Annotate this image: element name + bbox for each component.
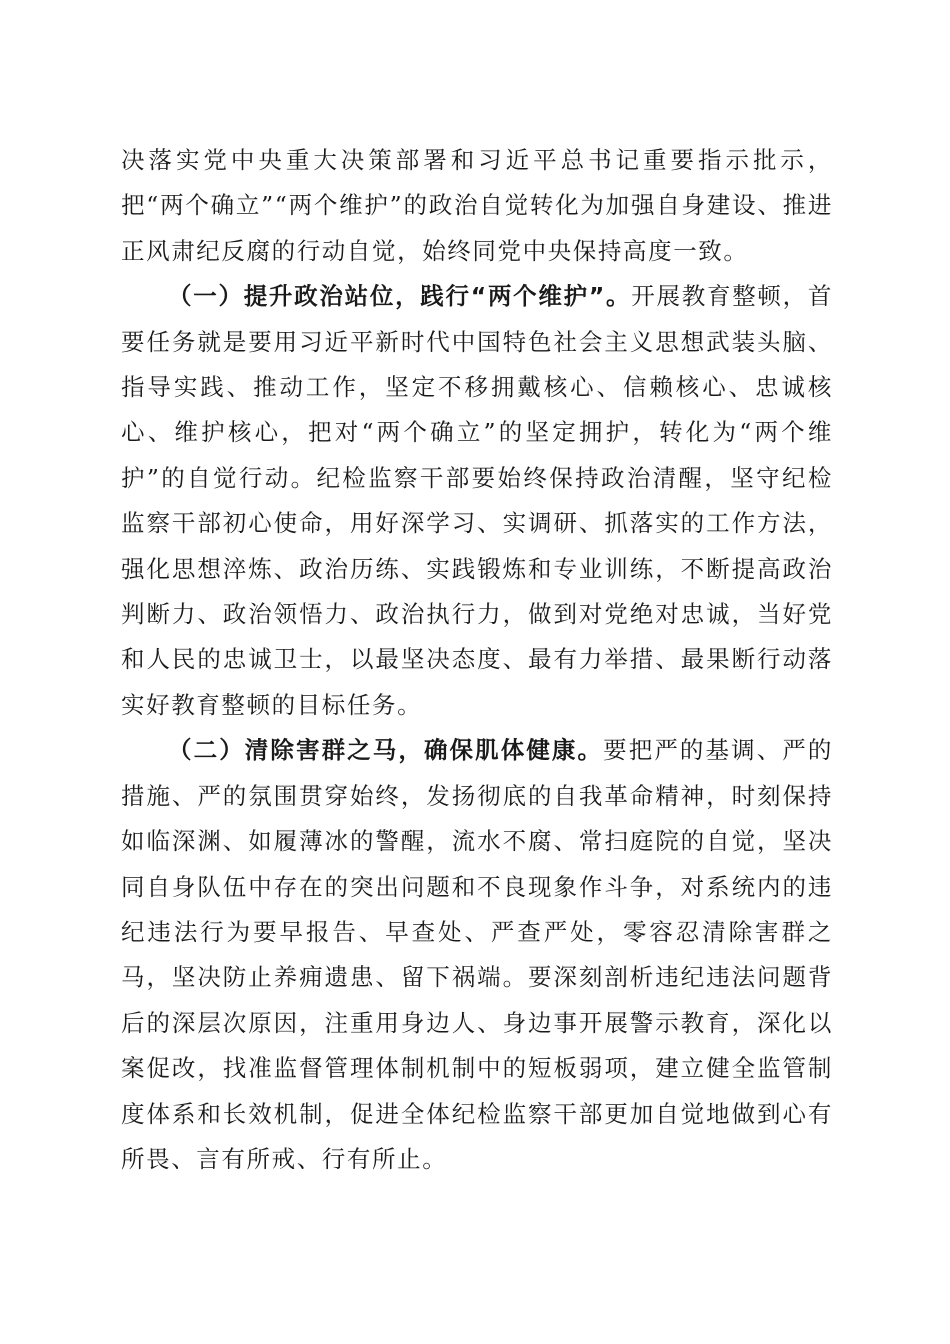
paragraph-section-1 <box>121 274 833 728</box>
paragraph-text: 决落实党中央重大决策部署和习近平总书记重要指示批示，把“两个确立”“两个维护”的政治自觉转化为加强自身建设、推进正风肃纪反腐的行动自觉，始终同党中央保持高度一致。 <box>121 146 833 265</box>
paragraph-text: 开展教育整顿，首要任务就是要用习近平新时代中国特色社会主义思想武装头脑、指导实践、推动工作，坚定不移拥戴核心、信赖核心、忠诚核心、维护核心，把对“两个确立”的坚定拥护，转化为“两个维护”的自觉行动。纪检监察干部要始终保持政治清醒，坚守纪检监察干部初心使命，用好深学习、实调研、抓落实的工作方法，强化思想淬炼、政治历练、实践锻炼和专业训练，不断提高政治判断力、政治领悟力、政治执行力，做到对党绝对忠诚，当好党和人民的忠诚卫士，以最坚决态度、最有力举措、最果断行动落实好教育整顿的目标任务。 <box>121 282 833 719</box>
paragraph-continuation <box>121 138 833 274</box>
document-page <box>121 138 833 1182</box>
section-heading: （二）清除害群之马，确保肌体健康。 <box>168 736 604 765</box>
section-heading: （一）提升政治站位，践行“两个维护”。 <box>168 282 632 311</box>
paragraph-section-2 <box>121 728 833 1182</box>
paragraph-text: 要把严的基调、严的措施、严的氛围贯穿始终，发扬彻底的自我革命精神，时刻保持如临深渊、如履薄冰的警醒，流水不腐、常扫庭院的自觉，坚决同自身队伍中存在的突出问题和不良现象作斗争，对系统内的违纪违法行为要早报告、早查处、严查严处，零容忍清除害群之马，坚决防止养痈遗患、留下祸端。要深刻剖析违纪违法问题背后的深层次原因，注重用身边人、身边事开展警示教育，深化以案促改，找准监督管理体制机制中的短板弱项，建立健全监管制度体系和长效机制，促进全体纪检监察干部更加自觉地做到心有所畏、言有所戒、行有所止。 <box>121 736 833 1173</box>
